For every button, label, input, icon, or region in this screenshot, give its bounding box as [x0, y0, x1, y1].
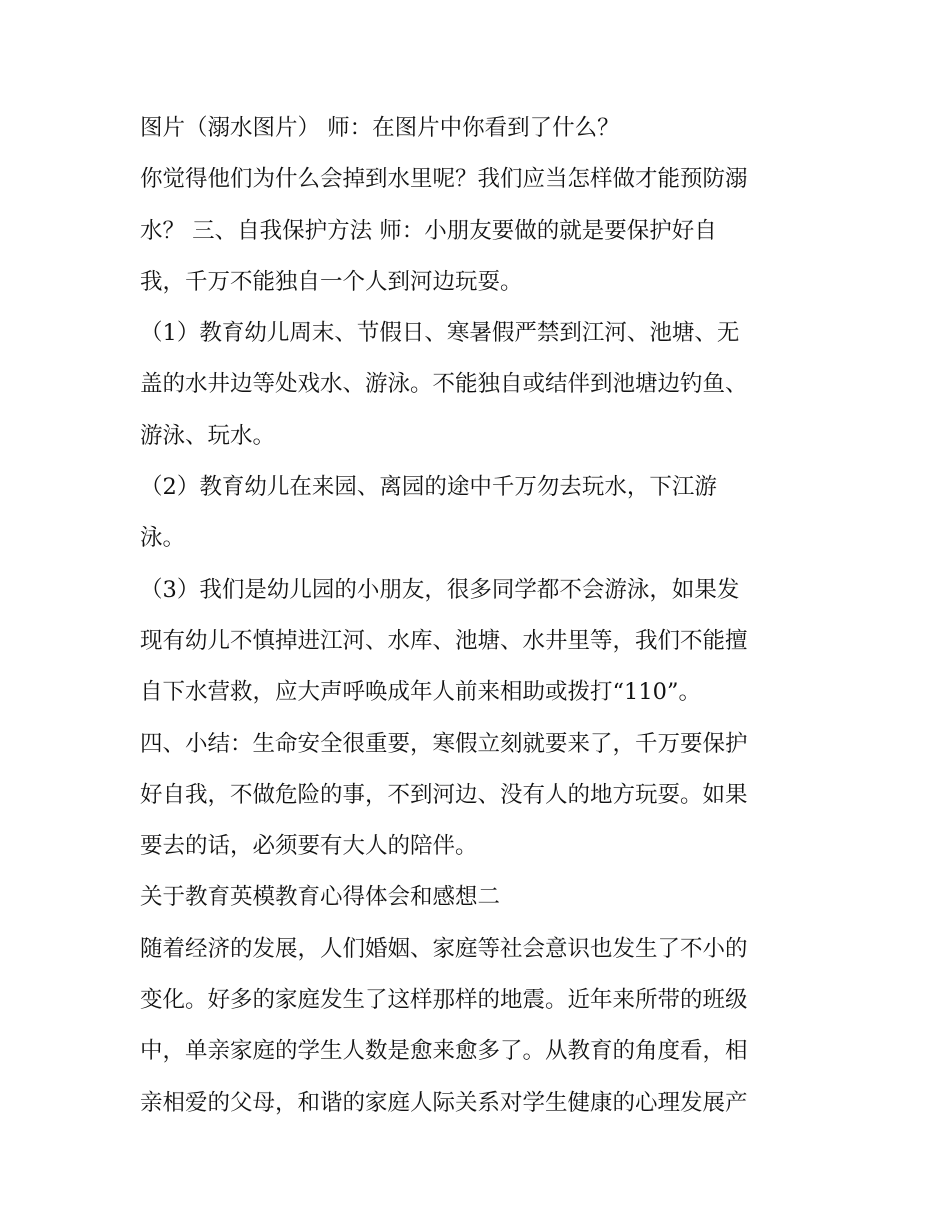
- text-line: （1）教育幼儿周末、节假日、寒暑假严禁到江河、池塘、无: [140, 320, 740, 347]
- text-line: 图片（溺水图片） 师：在图片中你看到了什么？: [140, 115, 620, 141]
- section-heading: 关于教育英模教育心得体会和感想二: [140, 884, 501, 911]
- text-line: 泳。: [140, 525, 186, 552]
- text-line: 盖的水井边等处戏水、游泳。不能独自或结伴到池塘边钓鱼、: [140, 371, 748, 398]
- text-line: 你觉得他们为什么会掉到水里呢？我们应当怎样做才能预防溺: [140, 166, 748, 193]
- text-line: 好自我，不做危险的事，不到河边、没有人的地方玩耍。如果: [140, 781, 748, 808]
- text-line: 现有幼儿不慎掉进江河、水库、池塘、水井里等，我们不能擅: [140, 627, 748, 654]
- text-line: （3）我们是幼儿园的小朋友，很多同学都不会游泳，如果发: [140, 576, 740, 603]
- text-line: 游泳、玩水。: [140, 422, 276, 449]
- document-body: [140, 103, 820, 1129]
- text-line: 变化。好多的家庭发生了这样那样的地震。近年来所带的班级: [140, 987, 748, 1014]
- text-line: （2）教育幼儿在来园、离园的途中千万勿去玩水，下江游: [140, 474, 717, 501]
- text-line: 中，单亲家庭的学生人数是愈来愈多了。从教育的角度看，相: [140, 1038, 748, 1065]
- text-line: 亲相爱的父母，和谐的家庭人际关系对学生健康的心理发展产: [140, 1089, 748, 1116]
- text-line: 四、小结：生命安全很重要，寒假立刻就要来了，千万要保护: [140, 730, 748, 757]
- text-line: 自下水营救，应大声呼唤成年人前来相助或拨打“110”。: [140, 679, 701, 706]
- text-line: 随着经济的发展，人们婚姻、家庭等社会意识也发生了不小的: [140, 935, 748, 962]
- text-line: 水？ 三、自我保护方法 师：小朋友要做的就是要保护好自: [140, 217, 717, 244]
- text-line: 我，千万不能独自一个人到河边玩耍。: [140, 268, 523, 295]
- text-line: 要去的话，必须要有大人的陪伴。: [140, 833, 478, 860]
